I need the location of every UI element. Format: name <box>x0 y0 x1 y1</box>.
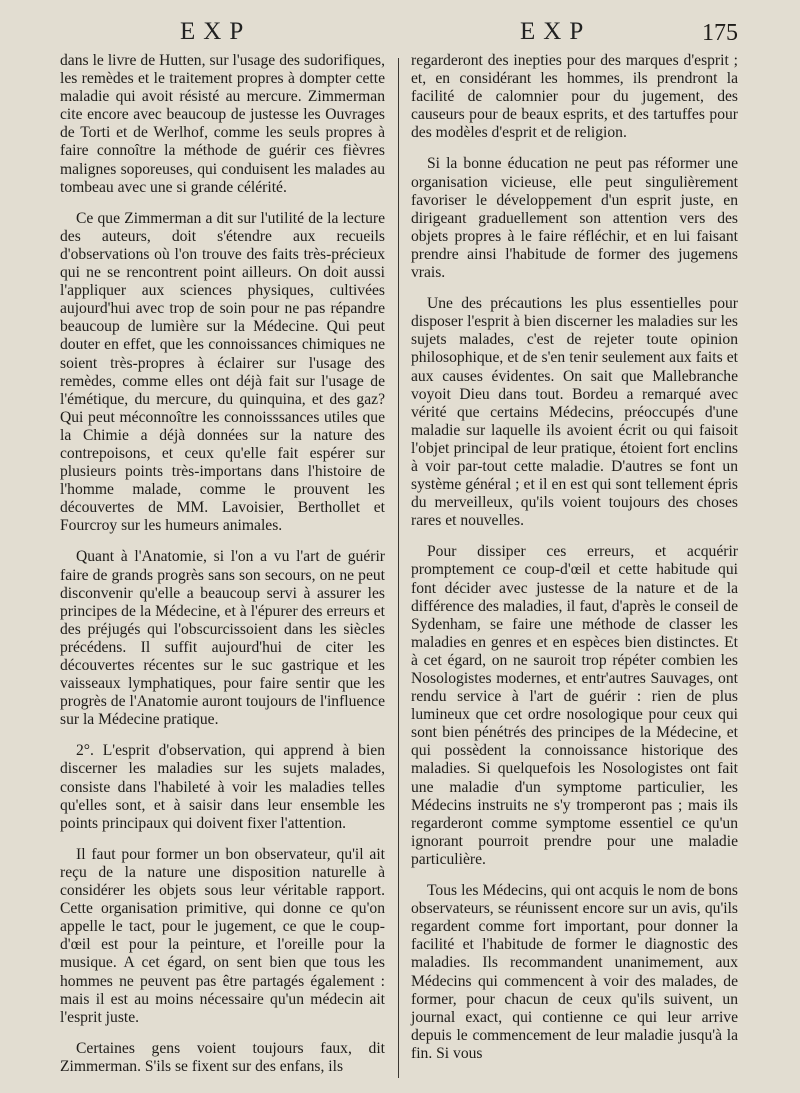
paragraph: Une des précautions les plus essentielles pour disposer l'esprit à bien discerner les maladies sur les sujets malades, c'est de rejeter toute opinion philosophique, et de s'en tenir seulement aux faits et aux causes évidentes. On sait que Mallebranche voyoit Dieu dans tout. Bordeu a remarqué avec vérité que certains Médecins, préoccupés d'une maladie sur laquelle ils avoient écrit ou qui faisoit l'objet principal de leur pratique, étoient fort enclins à voir par-tout cette maladie. D'autres se font un système général ; et il en est qui sont tellement épris du merveilleux, qu'ils voient toujours des choses rares et nouvelles. <box>411 295 738 530</box>
header-left-title: EXP <box>180 18 252 45</box>
paragraph: regarderont des inepties pour des marques d'esprit ; et, en considérant les hommes, ils prendront la facilité de calomnier pour du jugement, des causeurs pour de beaux esprits, et des tartuffes pour des modèles d'esprit et de religion. <box>411 52 738 142</box>
paragraph: Si la bonne éducation ne peut pas réformer une organisation vicieuse, elle peut singulièrement favoriser le développement d'un esprit juste, en dirigeant graduellement son attention vers des objets propres à le faire réfléchir, et en lui faisant prendre ainsi l'habitude de former des jugemens vrais. <box>411 155 738 282</box>
paragraph: 2°. L'esprit d'observation, qui apprend à bien discerner les maladies sur les sujets malades, consiste dans l'habileté à voir les maladies telles qu'elles sont, et à saisir dans leur ensemble les points principaux qui doivent fixer l'attention. <box>60 742 385 832</box>
paragraph: Ce que Zimmerman a dit sur l'utilité de la lecture des auteurs, doit s'étendre aux recueils d'observations où l'on trouve des faits très-précieux qui ne se rencontrent point ailleurs. On doit aussi l'appliquer aux sciences physiques, cultivées aujourd'hui avec trop de soin pour ne pas répandre beaucoup de lumière sur la Médecine. Qui peut douter en effet, que les connoissances chimiques ne soient très-propres à éclairer sur l'usage des remèdes, comme elles ont déjà fait sur l'usage de l'émétique, du mercure, du quinquina, et des gaz? Qui peut méconnoître les connoisssances utiles que la Chimie a déjà données sur la nature des contrepoisons, et ceux qu'elle fait espérer sur plusieurs points très-importans dans l'histoire de l'homme malade, comme le prouvent les découvertes de MM. Lavoisier, Berthollet et Fourcroy sur les humeurs animales. <box>60 209 385 535</box>
page-number: 175 <box>702 20 738 46</box>
column-divider <box>398 58 399 1078</box>
paragraph: Pour dissiper ces erreurs, et acquérir promptement ce coup-d'œil et cette habitude qui font décider avec justesse de la nature et de la différence des maladies, il faut, d'après le conseil de Sydenham, se faire une méthode de classer les maladies en genres et en espèces bien distinctes. Et à cet égard, on ne sauroit trop répéter combien les Nosologistes modernes, et entr'autres Sauvages, ont rendu service à l'art de guérir : rien de plus lumineux que cet ordre nosologique pour ceux qui sont bien pénétrés des principes de la Médecine, et qui possèdent la connoissance historique des maladies. Si quelquefois les Nosologistes ont fait une maladie d'un symptome particulier, les Médecins instruits ne s'y tromperont pas ; mais ils regarderont comme symptome essentiel ce qu'un ignorant pourroit prendre pour une maladie particulière. <box>411 543 738 868</box>
running-header <box>0 18 800 50</box>
right-column <box>411 52 738 1063</box>
paragraph: Tous les Médecins, qui ont acquis le nom de bons observateurs, se réunissent encore sur un avis, qu'ils regardent comme fort important, pour donner la facilité et l'habitude de former le diagnostic des maladies. Ils recommandent unanimement, aux Médecins qui commencent à voir des malades, de former, pour chacun de ceux qu'ils suivent, un journal exact, qui contienne ce qui leur arrive depuis le commencement de leur maladie jusqu'à la fin. Si vous <box>411 882 738 1062</box>
left-column <box>60 52 385 1076</box>
paragraph: dans le livre de Hutten, sur l'usage des sudorifiques, les remèdes et le traitement propres à dompter cette maladie qui avoit résisté au mercure. Zimmerman cite encore avec beaucoup de justesse les Ouvrages de Torti et de Werlhof, comme les seuls propres à faire connoître la méthode de guérir ces fièvres malignes soporeuses, qui conduisent les malades au tombeau avec une si grande célérité. <box>60 52 385 196</box>
paragraph: Il faut pour former un bon observateur, qu'il ait reçu de la nature une disposition naturelle à considérer les objets sous leur véritable rapport. Cette organisation primitive, qui donne ce qu'on appelle le tact, pour le jugement, ce que le coup-d'œil est pour la peinture, et l'oreille pour la musique. A cet égard, on sent bien que tous les hommes ne peuvent pas être partagés également : mais il est au moins nécessaire qu'un médecin ait l'esprit juste. <box>60 845 385 1026</box>
paragraph: Quant à l'Anatomie, si l'on a vu l'art de guérir faire de grands progrès sans son secours, on ne peut disconvenir qu'elle a beaucoup servi à assurer les principes de la Médecine, et à l'épurer des erreurs et des préjugés qui l'obscurcissoient dans les siècles précédens. Il suffit aujourd'hui de citer les découvertes récentes sur le suc gastrique et les vaisseaux lymphatiques, pour faire sentir que les progrès de l'Anatomie auront toujours de l'influence sur la Médecine pratique. <box>60 548 385 729</box>
paragraph: Certaines gens voient toujours faux, dit Zimmerman. S'ils se fixent sur des enfans, ils <box>60 1039 385 1075</box>
header-right-title: EXP <box>520 18 592 45</box>
